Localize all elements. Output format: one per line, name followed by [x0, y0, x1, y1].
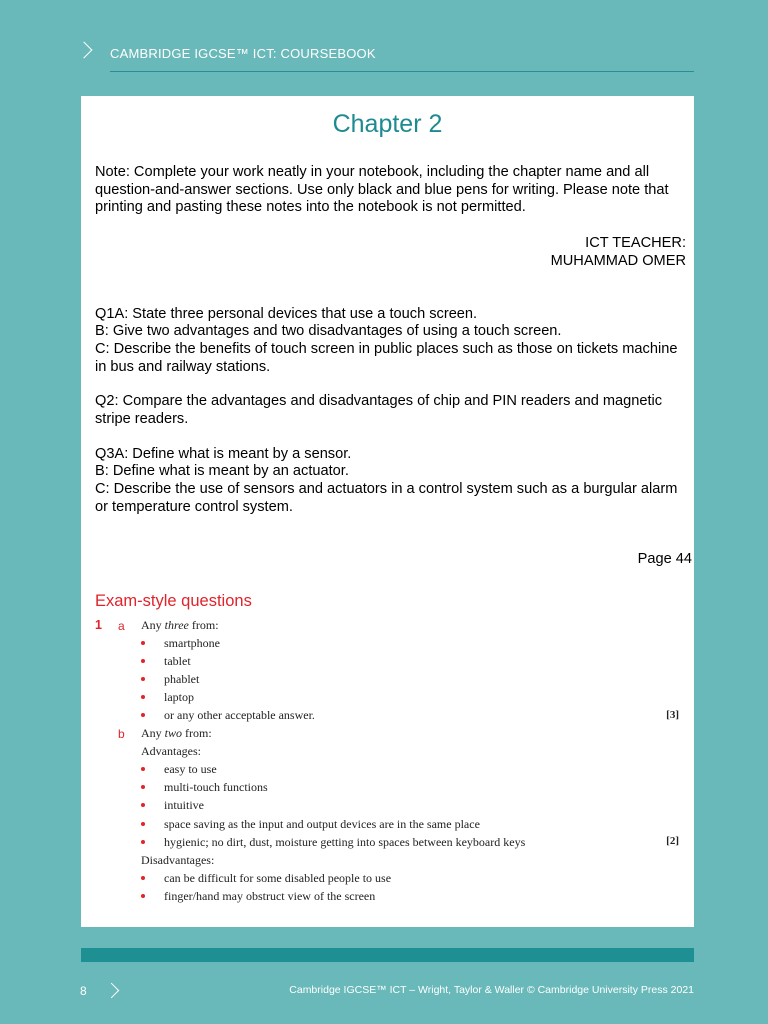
question-1c: C: Describe the benefits of touch screen in public places such as those on tickets machine in bus and railway stations. [95, 341, 678, 375]
part-a-mark: [3] [666, 709, 679, 721]
page-label: Page 44 [637, 551, 692, 567]
bullet-icon [141, 659, 145, 663]
bullet-icon [141, 677, 145, 681]
question-3a: Q3A: Define what is meant by a sensor. [95, 446, 352, 462]
bullet-icon [141, 785, 145, 789]
bullet-icon [141, 713, 145, 717]
footer-credit: Cambridge IGCSE™ ICT – Wright, Taylor & Waller © Cambridge University Press 2021 [289, 984, 694, 996]
header-title: CAMBRIDGE IGCSE™ ICT: COURSEBOOK [110, 46, 376, 61]
teacher-label: ICT TEACHER: [585, 235, 686, 251]
part-b-letter: b [118, 727, 125, 741]
question-3c: C: Describe the use of sensors and actuators in a control system such as a burgular alarm or temperature control system. [95, 481, 678, 515]
part-a-intro: Any three from: [141, 618, 219, 632]
exam-question-number: 1 [95, 618, 102, 632]
question-3b: B: Define what is meant by an actuator. [95, 463, 349, 479]
footer-page-number: 8 [80, 984, 87, 998]
page-header [0, 0, 768, 96]
header-rule [110, 71, 694, 72]
page-content: Chapter 2 Note: Complete your work neatly in your notebook, including the chapter name and all question-and-answer sections. Use only black and blue pens for writing. Please note that printing and pasting these notes into the notebook is not permitted. ICT TEACHER: MUHAMMAD OMER Q1A: State three personal devices that use a touch screen. B: Give two advantages and two disadvantages of using a touch screen. C: Describe the benefits of touch screen in public places such as those on tickets machine in bus and railway stations. Q2: Compare the advantages and disadvantages of chip and PIN readers and magnetic stripe readers. Q3A: Define what is meant by a sensor. B: Define what is meant by an actuator. C: Describe the use of sensors and actuators in a control system such as a burgular alarm or temperature control system. Page 44 Exam-style questions 1 a Any three from: smartphone tablet phablet laptop or any other acceptable answer. [3] b Any two from: Advantages: easy to use multi-touch functions intuitive space saving as the input and output devices are in the same place hygienic; no dirt, dust, moisture getting into spaces between keyboard keys [2] Disadvantages: can be difficult for some disabled people to use finger/hand may obstruct view of the screen [81, 96, 694, 927]
bullet-icon [141, 695, 145, 699]
bullet-icon [141, 803, 145, 807]
note-paragraph: Note: Complete your work neatly in your notebook, including the chapter name and all question-and-answer sections. Use only black and blue pens for writing. Please note that printing and pasting these notes into the notebook is not permitted. [95, 164, 669, 215]
bullet-icon [141, 876, 145, 880]
exam-section-title: Exam-style questions [95, 592, 252, 610]
bullet-icon [141, 641, 145, 645]
chevron-right-icon[interactable] [104, 983, 120, 999]
teacher-name: MUHAMMAD OMER [550, 253, 686, 269]
question-1a: Q1A: State three personal devices that use a touch screen. [95, 306, 478, 322]
part-b-intro: Any two from: [141, 726, 212, 740]
bullet-icon [141, 822, 145, 826]
chevron-right-icon [76, 42, 93, 59]
part-b-mark: [2] [666, 835, 679, 847]
part-a-letter: a [118, 619, 125, 633]
question-1b: B: Give two advantages and two disadvantages of using a touch screen. [95, 323, 562, 339]
bullet-icon [141, 894, 145, 898]
advantages-label: Advantages: [141, 744, 201, 758]
chapter-title: Chapter 2 [332, 110, 443, 138]
bullet-icon [141, 767, 145, 771]
question-2: Q2: Compare the advantages and disadvantages of chip and PIN readers and magnetic stripe readers. [95, 393, 663, 427]
footer-band [81, 948, 694, 962]
disadvantages-label: Disadvantages: [141, 853, 215, 867]
bullet-icon [141, 840, 145, 844]
